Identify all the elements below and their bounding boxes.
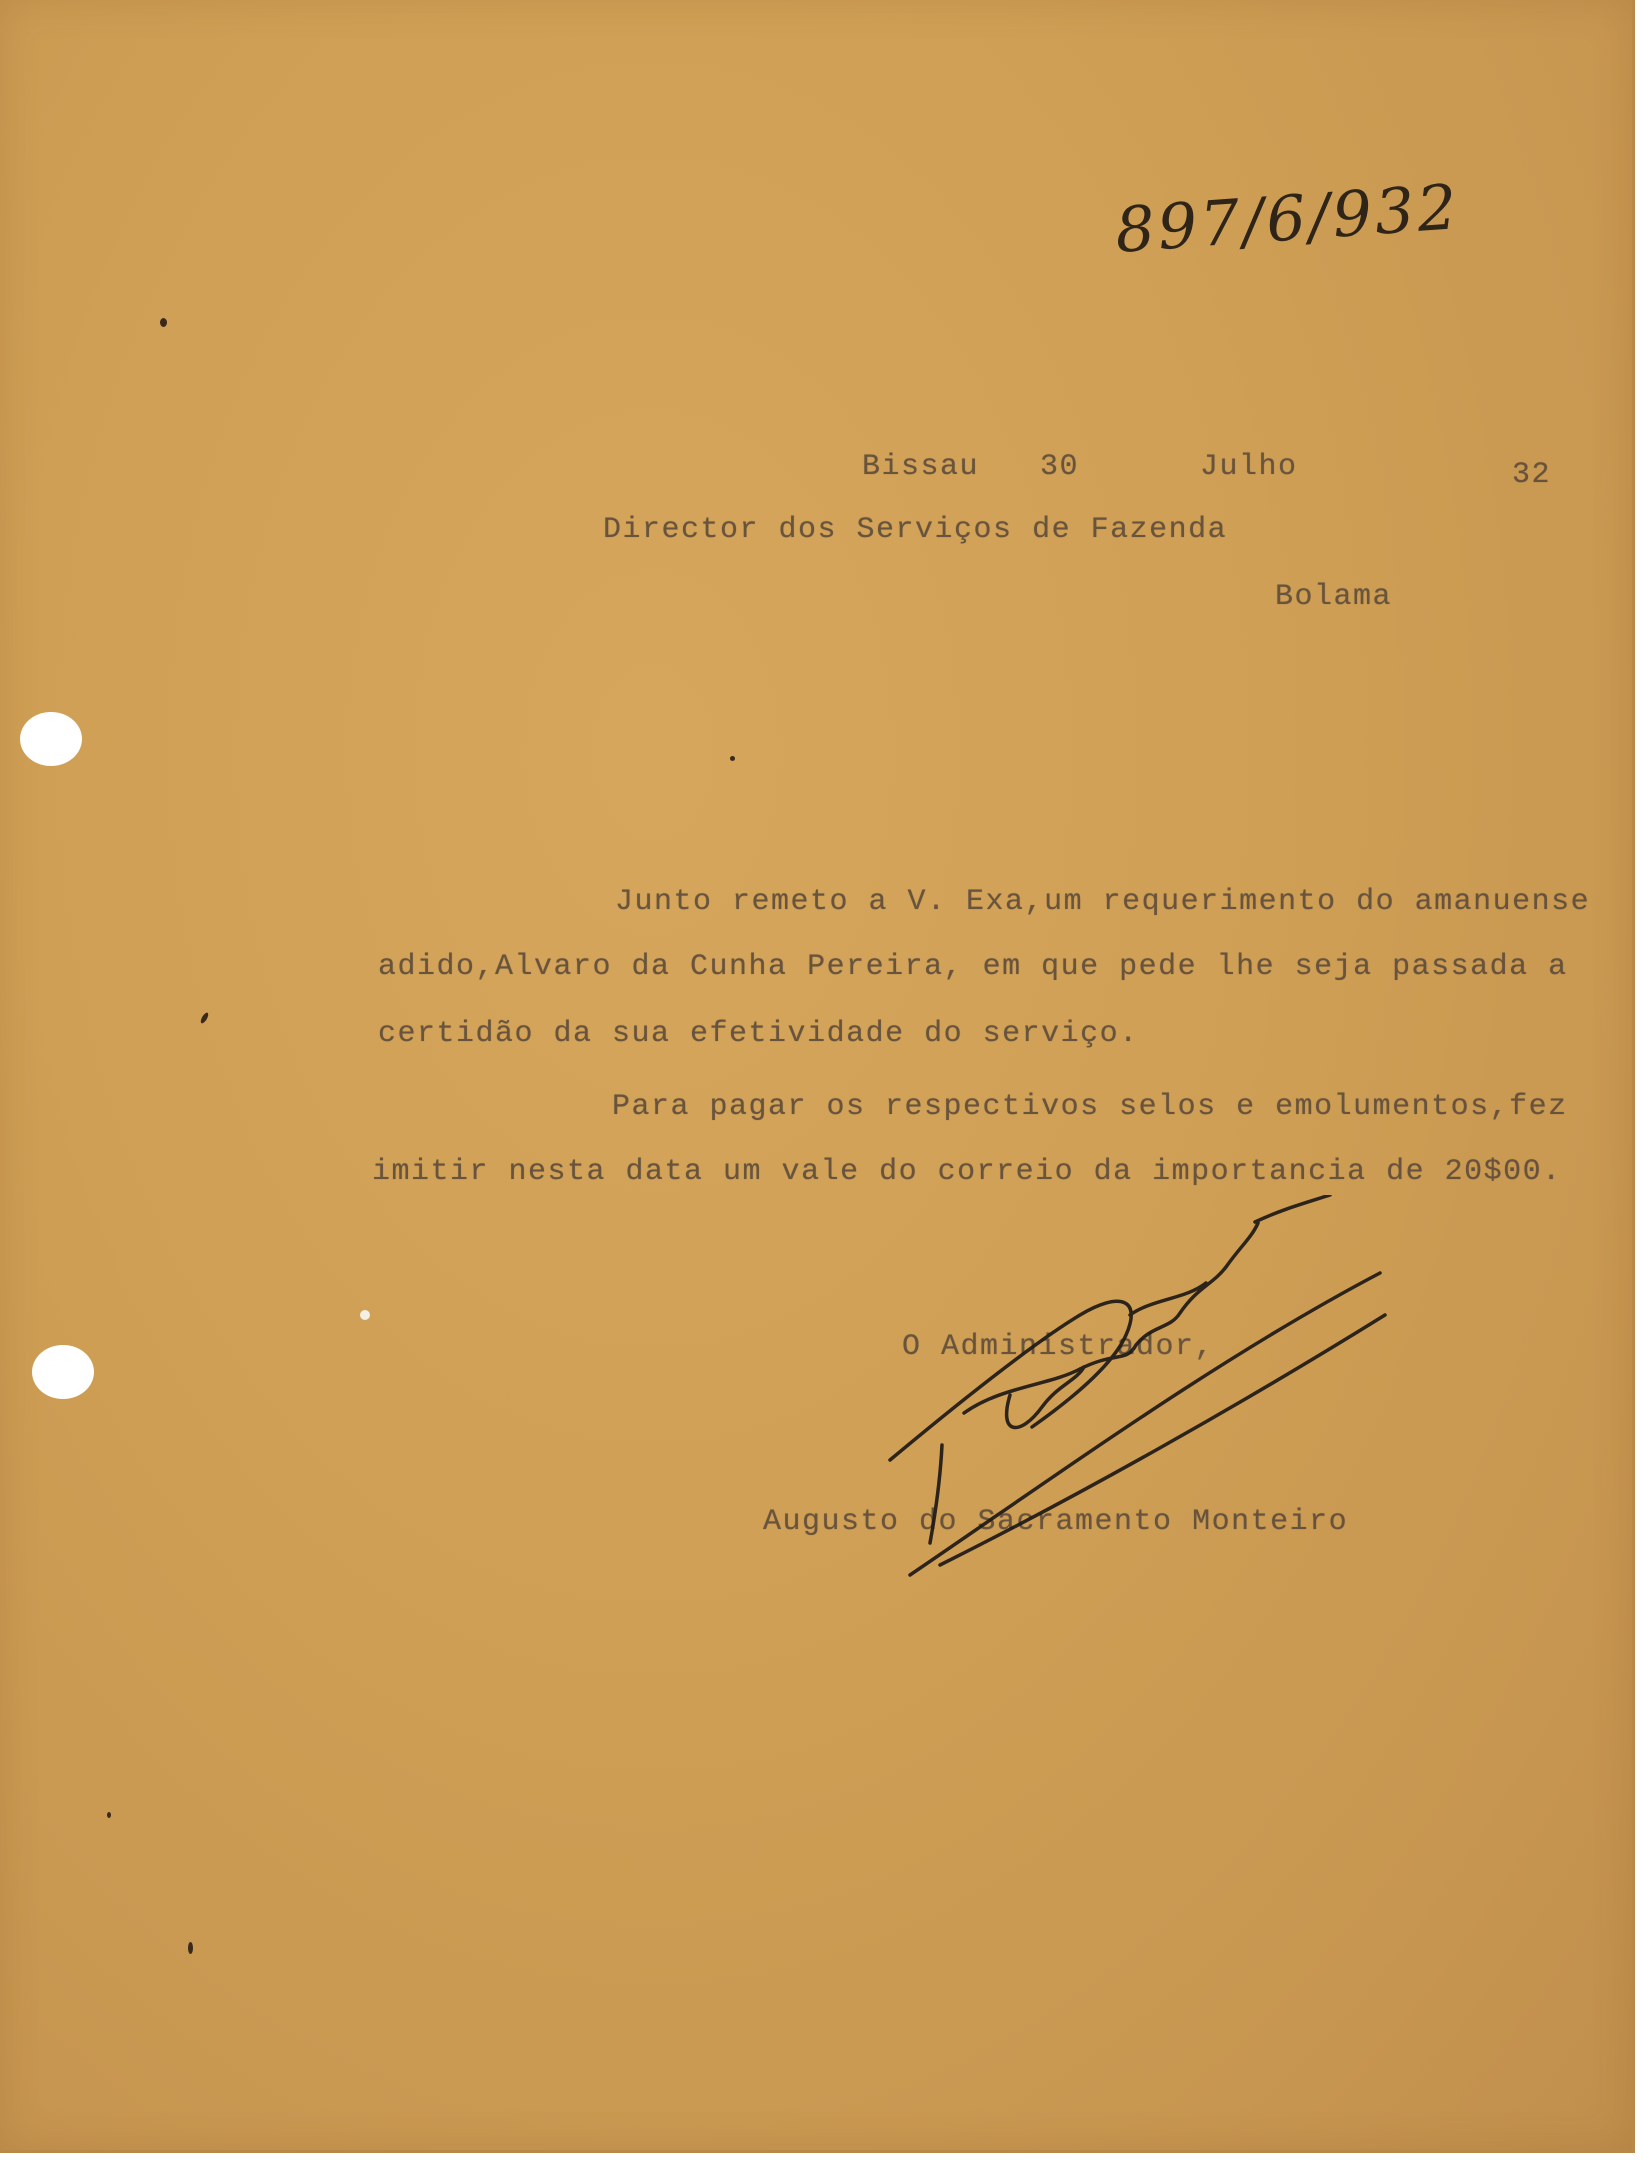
day: 30 (1040, 450, 1080, 484)
reference-number: 897/6/932 (1112, 170, 1463, 267)
signatory-name: Augusto do Sacramento Monteiro (763, 1505, 1349, 1539)
body-line: imitir nesta data um vale do correio da importancia de 20$00. (372, 1155, 1562, 1189)
body-line: Junto remeto a V. Exa,um requerimento do amanuense (615, 885, 1591, 919)
body-line: certidão da sua efetividade do serviço. (378, 1017, 1139, 1051)
paper-speck (199, 1012, 209, 1025)
month: Julho (1200, 450, 1298, 484)
paper-speck (160, 318, 167, 327)
place: Bissau (862, 450, 980, 484)
closing-role: O Administrador, (902, 1330, 1215, 1364)
paper-speck (730, 756, 735, 761)
punch-hole-bottom (32, 1345, 94, 1399)
paper-speck (360, 1310, 370, 1320)
paper-speck (107, 1812, 111, 1818)
year: 32 (1512, 458, 1552, 492)
addressee-location: Bolama (1275, 580, 1393, 614)
body-line: adido,Alvaro da Cunha Pereira, em que pede lhe seja passada a (378, 950, 1568, 984)
addressee-title: Director dos Serviços de Fazenda (603, 513, 1228, 547)
body-line: Para pagar os respectivos selos e emolumentos,fez (612, 1090, 1568, 1124)
punch-hole-top (20, 712, 82, 766)
paper-speck (188, 1942, 193, 1954)
handwritten-signature (880, 1195, 1400, 1595)
